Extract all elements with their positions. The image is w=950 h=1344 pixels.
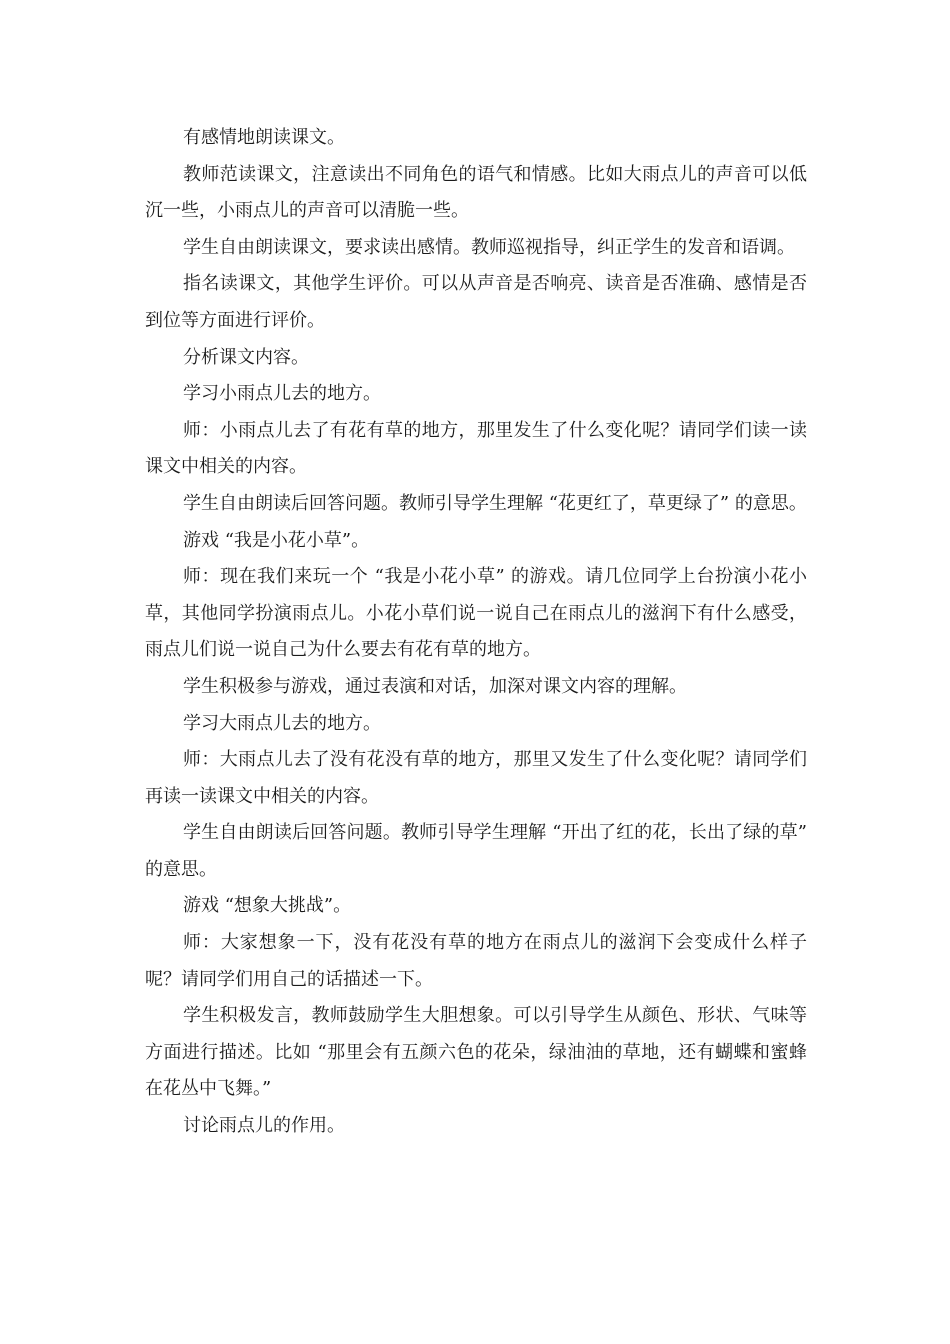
paragraph: 游戏 “想象大挑战”。	[183, 895, 352, 917]
paragraph: 学生自由朗读后回答问题。教师引导学生理解 “花更红了，草更绿了” 的意思。	[183, 492, 807, 514]
paragraph: 有感情地朗读课文。	[183, 127, 345, 148]
paragraph: 学习小雨点儿去的地方。	[183, 383, 381, 405]
paragraph: 学生自由朗读后回答问题。教师引导学生理解 “开出了红的花，长出了绿的草” 的意思。	[145, 822, 807, 880]
paragraph: 学生积极发言，教师鼓励学生大胆想象。可以引导学生从颜色、形状、气味等方面进行描述。比如 “那里会有五颜六色的花朵，绿油油的草地，还有蝴蝶和蜜蜂在花丛中飞舞。”	[145, 1005, 807, 1100]
paragraph: 师：小雨点儿去了有花有草的地方，那里发生了什么变化呢？请同学们读一读课文中相关的内容。	[145, 419, 807, 478]
paragraph: 分析课文内容。	[183, 346, 309, 368]
paragraph: 教师范读课文，注意读出不同角色的语气和情感。比如大雨点儿的声音可以低沉一些，小雨点儿的声音可以清脆一些。	[145, 163, 807, 222]
paragraph: 讨论雨点儿的作用。	[183, 1115, 345, 1137]
paragraph: 学生自由朗读课文，要求读出感情。教师巡视指导，纠正学生的发音和语调。	[183, 236, 795, 258]
document-body	[145, 120, 807, 1145]
paragraph: 师：现在我们来玩一个 “我是小花小草” 的游戏。请几位同学上台扮演小花小草，其他同学扮演雨点儿。小花小草们说一说自己在雨点儿的滋润下有什么感受，雨点儿们说一说自己为什么要去有花有草的地方。	[145, 566, 807, 661]
paragraph: 学生积极参与游戏，通过表演和对话，加深对课文内容的理解。	[183, 675, 687, 697]
paragraph: 师：大家想象一下，没有花没有草的地方在雨点儿的滋润下会变成什么样子呢？请同学们用自己的话描述一下。	[145, 932, 807, 990]
paragraph: 师：大雨点儿去了没有花没有草的地方，那里又发生了什么变化呢？请同学们再读一读课文中相关的内容。	[145, 749, 807, 807]
paragraph: 学习大雨点儿去的地方。	[183, 712, 381, 734]
paragraph: 游戏 “我是小花小草”。	[183, 529, 370, 551]
paragraph: 指名读课文，其他学生评价。可以从声音是否响亮、读音是否准确、感情是否到位等方面进行评价。	[145, 273, 807, 331]
